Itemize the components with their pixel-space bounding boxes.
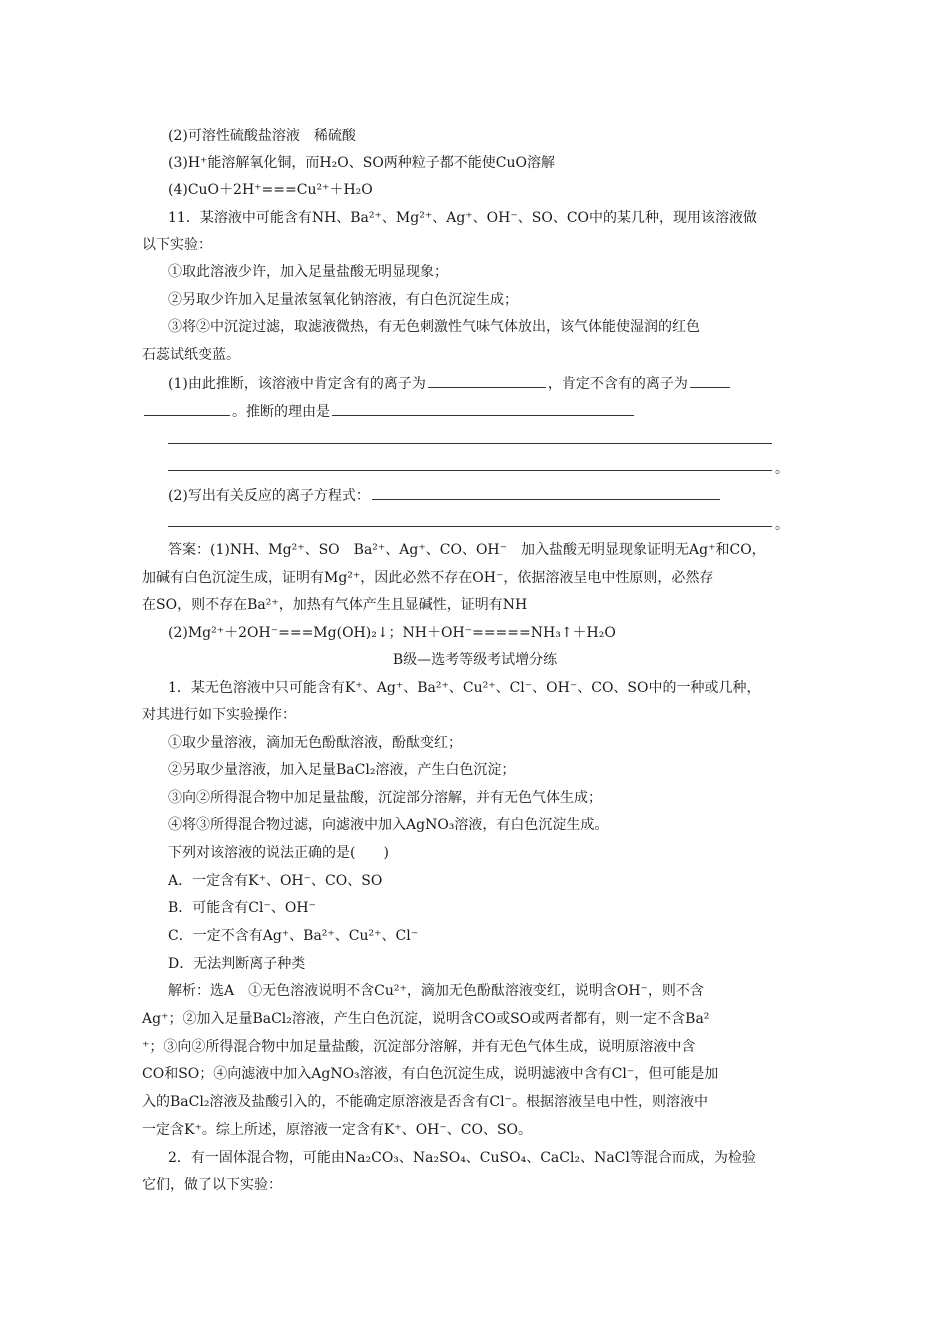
- question-11-step-3-cont: 石蕊试纸变蓝。: [142, 347, 240, 363]
- question-11-stem-cont: 以下实验：: [142, 237, 212, 253]
- option-a[interactable]: A．一定含有K⁺、OH⁻、CO、SO: [168, 873, 383, 889]
- question-b1-step-3: ③向②所得混合物中加足量盐酸，沉淀部分溶解，并有无色气体生成；: [168, 790, 602, 806]
- question-b1-explanation-cont: 一定含K⁺。综上所述，原溶液一定含有K⁺、OH⁻、CO、SO。: [142, 1122, 533, 1138]
- question-b2-stem-cont: 它们，做了以下实验：: [142, 1177, 282, 1193]
- question-b1-step-2: ②另取少量溶液，加入足量BaCl₂溶液，产生白色沉淀；: [168, 762, 516, 778]
- answer-blank[interactable]: [372, 485, 720, 500]
- section-title: B级—选考等级考试增分练: [392, 652, 558, 668]
- question-b1-explanation-cont: 入的BaCl₂溶液及盐酸引入的，不能确定原溶液是否含有Cl⁻。根据溶液呈电中性，则溶液中: [142, 1094, 709, 1110]
- answer-blank[interactable]: [332, 401, 634, 416]
- option-b[interactable]: B．可能含有Cl⁻、OH⁻: [168, 900, 316, 916]
- question-11-part-2: [168, 485, 722, 505]
- answer-rule[interactable]: [168, 526, 772, 527]
- answer-line-2: (2)可溶性硫酸盐溶液 稀硫酸: [168, 128, 356, 144]
- question-11-step-1: ①取此溶液少许，加入足量盐酸无明显现象；: [168, 264, 448, 280]
- question-11-answer-cont: 在SO，则不存在Ba²⁺，加热有气体产生且显碱性，证明有NH: [142, 597, 528, 613]
- answer-blank[interactable]: [144, 401, 230, 416]
- question-11-step-2: ②另取少许加入足量浓氢氧化钠溶液，有白色沉淀生成；: [168, 292, 518, 308]
- question-b1-step-1: ①取少量溶液，滴加无色酚酞溶液，酚酞变红；: [168, 735, 462, 751]
- question-b1-explanation-cont: CO和SO；④向滤液中加入AgNO₃溶液，有白色沉淀生成，说明滤液中含有Cl⁻，但可能是加: [142, 1066, 719, 1082]
- answer-rule[interactable]: [168, 470, 772, 471]
- question-11-step-3: ③将②中沉淀过滤，取滤液微热，有无色刺激性气味气体放出，该气体能使湿润的红色: [168, 319, 700, 335]
- question-11-part-1-cont: [142, 401, 636, 421]
- question-11-answer-cont: 加碱有白色沉淀生成，证明有Mg²⁺，因此必然不存在OH⁻，依据溶液呈电中性原则，必然存: [142, 570, 714, 586]
- answer-blank[interactable]: [690, 373, 730, 388]
- question-b1-stem-cont: 对其进行如下实验操作：: [142, 707, 296, 723]
- part-1-text-a: (1)由此推断，该溶液中肯定含有的离子为: [168, 376, 426, 392]
- option-d[interactable]: D．无法判断离子种类: [168, 956, 306, 972]
- answer-line-3: (3)H⁺能溶解氧化铜，而H₂O、SO两种粒子都不能使CuO溶解: [168, 155, 556, 171]
- question-b1-stem: 1．某无色溶液中只可能含有K⁺、Ag⁺、Ba²⁺、Cu²⁺、Cl⁻、OH⁻、CO、SO中的一种或几种，: [168, 680, 761, 696]
- period: 。: [775, 517, 789, 533]
- answer-line-4: (4)CuO＋2H⁺===Cu²⁺＋H₂O: [168, 182, 373, 198]
- question-b1-prompt: 下列对该溶液的说法正确的是( ): [168, 845, 389, 861]
- answer-blank[interactable]: [428, 373, 546, 388]
- question-b1-explanation-cont: ⁺；③向②所得混合物中加足量盐酸，沉淀部分溶解，并有无色气体生成，说明原溶液中含: [142, 1039, 696, 1055]
- question-11-answer: 答案：(1)NH、Mg²⁺、SO Ba²⁺、Ag⁺、CO、OH⁻ 加入盐酸无明显现象证明无Ag⁺和CO，: [168, 542, 766, 558]
- part-1-text-c: 。推断的理由是: [232, 404, 330, 420]
- question-b1-explanation: 解析：选A ①无色溶液说明不含Cu²⁺，滴加无色酚酞溶液变红，说明含OH⁻，则不含: [168, 983, 704, 999]
- part-2-text: (2)写出有关反应的离子方程式：: [168, 488, 370, 504]
- answer-rule[interactable]: [168, 443, 772, 444]
- question-11-part-1: [168, 373, 732, 393]
- question-11-stem: 11．某溶液中可能含有NH、Ba²⁺、Mg²⁺、Ag⁺、OH⁻、SO、CO中的某几种，现用该溶液做: [168, 210, 758, 226]
- question-11-answer-equations: (2)Mg²⁺＋2OH⁻===Mg(OH)₂↓；NH＋OH⁻=====NH₃↑＋H₂O: [168, 625, 616, 641]
- question-b1-explanation-cont: Ag⁺；②加入足量BaCl₂溶液，产生白色沉淀，说明含CO或SO或两者都有，则一定不含Ba²: [142, 1011, 710, 1027]
- question-b1-step-4: ④将③所得混合物过滤，向滤液中加入AgNO₃溶液，有白色沉淀生成。: [168, 817, 609, 833]
- period: 。: [775, 461, 789, 477]
- question-b2-stem: 2．有一固体混合物，可能由Na₂CO₃、Na₂SO₄、CuSO₄、CaCl₂、NaCl等混合而成，为检验: [168, 1150, 756, 1166]
- option-c[interactable]: C．一定不含有Ag⁺、Ba²⁺、Cu²⁺、Cl⁻: [168, 928, 419, 944]
- part-1-text-b: ，肯定不含有的离子为: [547, 376, 688, 392]
